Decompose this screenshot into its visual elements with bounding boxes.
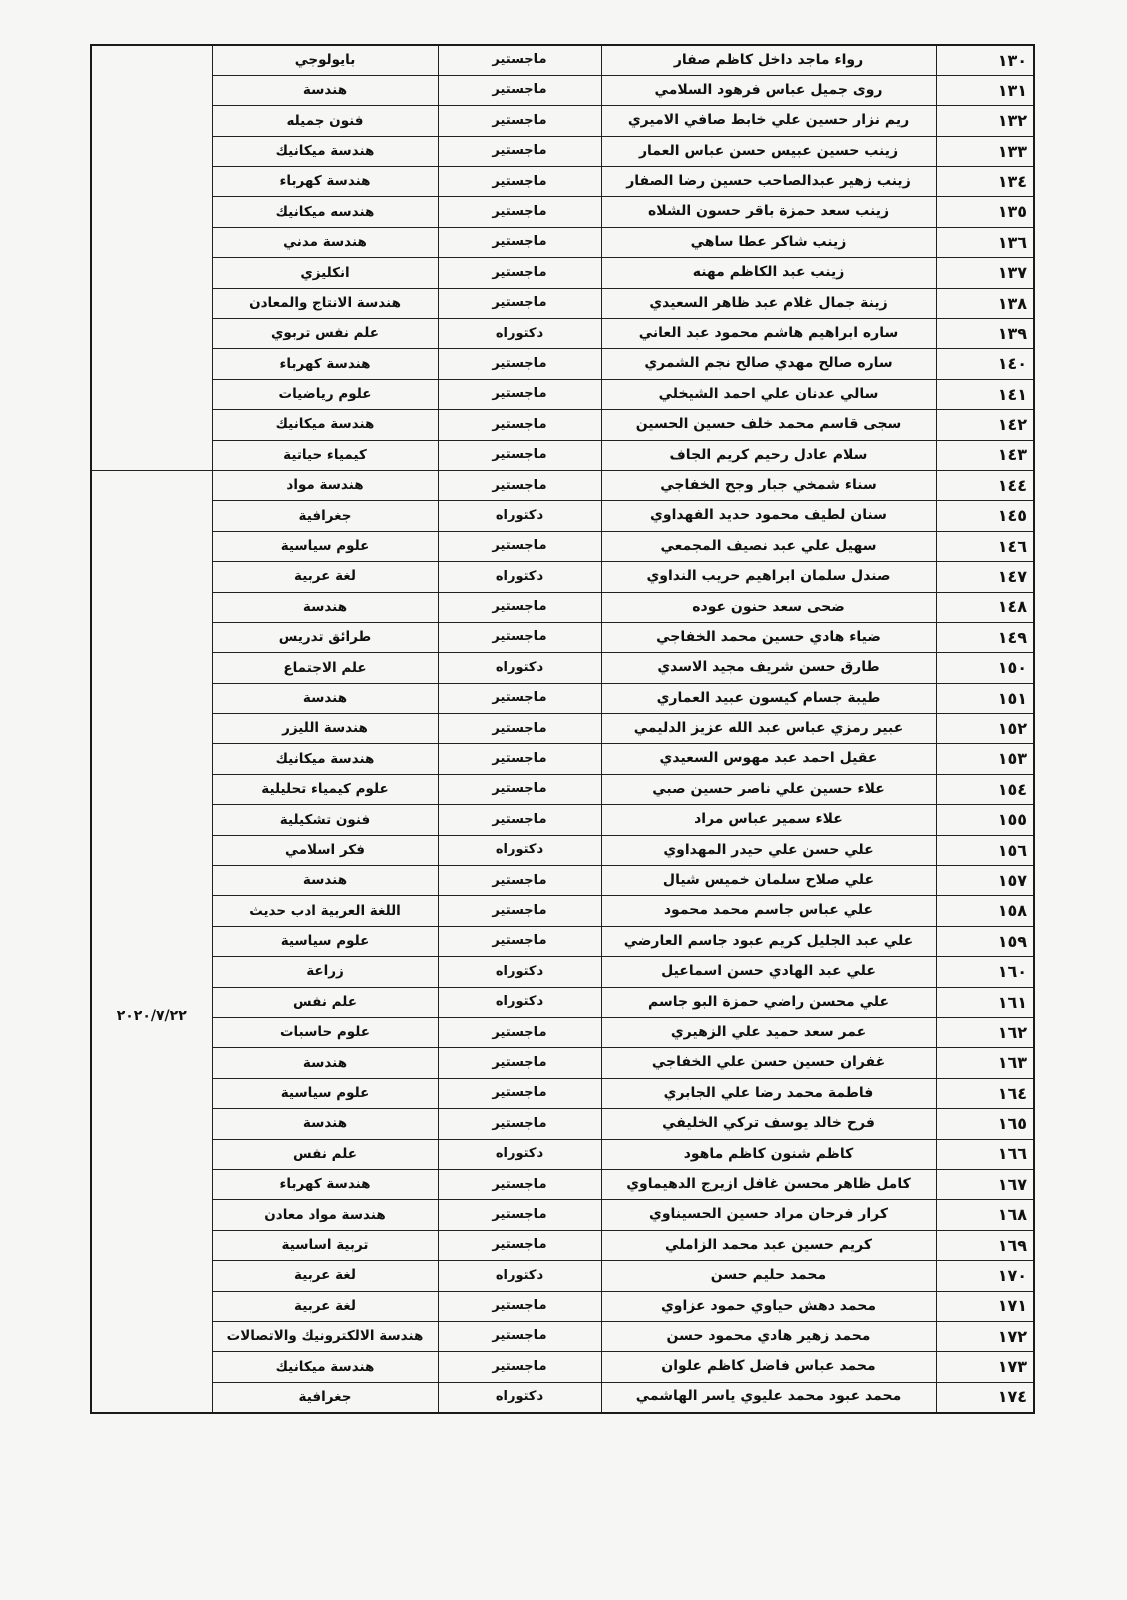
- row-name: ساره صالح مهدي صالح نجم الشمري: [601, 349, 936, 379]
- row-degree: ماجستير: [438, 1109, 601, 1139]
- row-number: ١٤٥: [936, 501, 1034, 531]
- row-major: هندسة: [212, 75, 438, 105]
- row-major: هندسة ميكانيك: [212, 410, 438, 440]
- row-degree: ماجستير: [438, 1291, 601, 1321]
- row-degree: ماجستير: [438, 774, 601, 804]
- row-major: كيمياء حياتية: [212, 440, 438, 470]
- date-cell: [91, 470, 212, 1412]
- table-row: [91, 75, 1034, 105]
- row-name: رواء ماجد داخل كاظم صفار: [601, 45, 936, 75]
- row-name: فرح خالد يوسف تركي الخليفي: [601, 1109, 936, 1139]
- row-number: ١٥١: [936, 683, 1034, 713]
- row-number: ١٣٦: [936, 227, 1034, 257]
- row-degree: ماجستير: [438, 45, 601, 75]
- table-row: [91, 1078, 1034, 1108]
- row-major: جغرافية: [212, 501, 438, 531]
- row-name: سالي عدنان علي احمد الشيخلي: [601, 379, 936, 409]
- row-number: ١٣٩: [936, 319, 1034, 349]
- row-name: عمر سعد حميد علي الزهيري: [601, 1018, 936, 1048]
- row-degree: ماجستير: [438, 1048, 601, 1078]
- table-row: [91, 501, 1034, 531]
- row-name: فاطمة محمد رضا علي الجابري: [601, 1078, 936, 1108]
- row-name: زينب شاكر عطا ساهي: [601, 227, 936, 257]
- row-major: هندسة الليزر: [212, 714, 438, 744]
- row-number: ١٥٦: [936, 835, 1034, 865]
- row-name: سهيل علي عبد نصيف المجمعي: [601, 531, 936, 561]
- row-name: علي صلاح سلمان خميس شيال: [601, 866, 936, 896]
- row-name: زينب زهير عبدالصاحب حسين رضا الصفار: [601, 167, 936, 197]
- row-number: ١٤٦: [936, 531, 1034, 561]
- row-major: هندسة كهرباء: [212, 167, 438, 197]
- row-major: هندسة ميكانيك: [212, 1352, 438, 1382]
- row-name: زينب سعد حمزة باقر حسون الشلاه: [601, 197, 936, 227]
- row-degree: دكتوراه: [438, 1382, 601, 1412]
- row-number: ١٧٢: [936, 1321, 1034, 1351]
- row-degree: ماجستير: [438, 866, 601, 896]
- row-number: ١٧٠: [936, 1261, 1034, 1291]
- row-number: ١٧٣: [936, 1352, 1034, 1382]
- row-name: علي حسن علي حيدر المهداوي: [601, 835, 936, 865]
- row-name: زينب عبد الكاظم مهنه: [601, 258, 936, 288]
- row-major: هندسة الانتاج والمعادن: [212, 288, 438, 318]
- row-major: فنون تشكيلية: [212, 805, 438, 835]
- row-number: ١٥٥: [936, 805, 1034, 835]
- row-major: علم نفس: [212, 1139, 438, 1169]
- row-number: ١٤٣: [936, 440, 1034, 470]
- row-major: هندسه ميكانيك: [212, 197, 438, 227]
- row-name: علي عبد الجليل كريم عبود جاسم العارضي: [601, 926, 936, 956]
- row-major: هندسة ميكانيك: [212, 136, 438, 166]
- table-row: [91, 379, 1034, 409]
- row-name: محمد عبود محمد عليوي ياسر الهاشمي: [601, 1382, 936, 1412]
- table-row: [91, 1321, 1034, 1351]
- row-number: ١٦٧: [936, 1169, 1034, 1199]
- table-row: [91, 1200, 1034, 1230]
- table-row: [91, 957, 1034, 987]
- row-major: جغرافية: [212, 1382, 438, 1412]
- row-name: سجى قاسم محمد خلف حسين الحسين: [601, 410, 936, 440]
- table-row: [91, 774, 1034, 804]
- table-row: [91, 470, 1034, 500]
- row-degree: دكتوراه: [438, 987, 601, 1017]
- row-major: علوم كيمياء تحليلية: [212, 774, 438, 804]
- row-name: ضحى سعد حنون عوده: [601, 592, 936, 622]
- row-name: علي عبد الهادي حسن اسماعيل: [601, 957, 936, 987]
- row-degree: ماجستير: [438, 1352, 601, 1382]
- row-number: ١٣٠: [936, 45, 1034, 75]
- row-degree: ماجستير: [438, 75, 601, 105]
- row-number: ١٥٩: [936, 926, 1034, 956]
- table-row: [91, 835, 1034, 865]
- row-major: علوم رياضيات: [212, 379, 438, 409]
- row-degree: ماجستير: [438, 258, 601, 288]
- row-number: ١٦٠: [936, 957, 1034, 987]
- row-major: علم نفس: [212, 987, 438, 1017]
- row-number: ١٦٩: [936, 1230, 1034, 1260]
- row-name: طيبة جسام كيسون عبيد العماري: [601, 683, 936, 713]
- row-degree: ماجستير: [438, 926, 601, 956]
- row-degree: دكتوراه: [438, 1139, 601, 1169]
- row-degree: ماجستير: [438, 896, 601, 926]
- row-major: علم الاجتماع: [212, 653, 438, 683]
- row-major: لغة عربية: [212, 1261, 438, 1291]
- row-degree: ماجستير: [438, 410, 601, 440]
- row-degree: ماجستير: [438, 1321, 601, 1351]
- row-number: ١٦٤: [936, 1078, 1034, 1108]
- row-name: زينب حسين عبيس حسن عباس العمار: [601, 136, 936, 166]
- row-major: هندسة الالكترونيك والاتصالات: [212, 1321, 438, 1351]
- row-name: ريم نزار حسين علي خابط صافي الاميري: [601, 106, 936, 136]
- row-number: ١٤٧: [936, 562, 1034, 592]
- row-degree: ماجستير: [438, 1230, 601, 1260]
- table-row: [91, 1169, 1034, 1199]
- row-major: علوم سياسية: [212, 926, 438, 956]
- row-name: غفران حسين حسن علي الخفاجي: [601, 1048, 936, 1078]
- row-number: ١٦٣: [936, 1048, 1034, 1078]
- row-name: روى جميل عباس فرهود السلامي: [601, 75, 936, 105]
- row-number: ١٦١: [936, 987, 1034, 1017]
- row-major: هندسة: [212, 592, 438, 622]
- date-cell: [91, 45, 212, 470]
- row-major: اللغة العربية ادب حديث: [212, 896, 438, 926]
- table-row: [91, 926, 1034, 956]
- row-degree: ماجستير: [438, 106, 601, 136]
- table-row: [91, 288, 1034, 318]
- row-name: سنان لطيف محمود حديد الفهداوي: [601, 501, 936, 531]
- row-number: ١٤٢: [936, 410, 1034, 440]
- table-row: [91, 1139, 1034, 1169]
- row-degree: ماجستير: [438, 1078, 601, 1108]
- row-number: ١٥٤: [936, 774, 1034, 804]
- table-row: [91, 622, 1034, 652]
- table-row: [91, 1109, 1034, 1139]
- row-degree: ماجستير: [438, 379, 601, 409]
- row-degree: ماجستير: [438, 440, 601, 470]
- row-degree: ماجستير: [438, 470, 601, 500]
- row-number: ١٧٤: [936, 1382, 1034, 1412]
- table-row: [91, 896, 1034, 926]
- row-degree: ماجستير: [438, 622, 601, 652]
- row-major: هندسة: [212, 866, 438, 896]
- row-number: ١٥٢: [936, 714, 1034, 744]
- row-degree: دكتوراه: [438, 835, 601, 865]
- table-row: [91, 592, 1034, 622]
- row-degree: ماجستير: [438, 805, 601, 835]
- table-row: [91, 1261, 1034, 1291]
- row-name: عقيل احمد عبد مهوس السعيدي: [601, 744, 936, 774]
- table-row: [91, 106, 1034, 136]
- row-degree: دكتوراه: [438, 562, 601, 592]
- row-number: ١٤٤: [936, 470, 1034, 500]
- row-name: زينة جمال غلام عبد ظاهر السعيدي: [601, 288, 936, 318]
- table-row: [91, 1048, 1034, 1078]
- table-row: [91, 1018, 1034, 1048]
- row-major: هندسة: [212, 1109, 438, 1139]
- row-major: تربية اساسية: [212, 1230, 438, 1260]
- row-major: لغة عربية: [212, 562, 438, 592]
- row-name: كرار فرحان مراد حسين الحسيناوي: [601, 1200, 936, 1230]
- row-degree: دكتوراه: [438, 653, 601, 683]
- document-page: [90, 44, 1033, 1414]
- row-number: ١٤١: [936, 379, 1034, 409]
- row-number: ١٤٨: [936, 592, 1034, 622]
- table-row: [91, 410, 1034, 440]
- row-name: محمد عباس فاضل كاظم علوان: [601, 1352, 936, 1382]
- row-degree: ماجستير: [438, 288, 601, 318]
- row-degree: دكتوراه: [438, 501, 601, 531]
- row-name: كريم حسين عبد محمد الزاملي: [601, 1230, 936, 1260]
- row-number: ١٥٣: [936, 744, 1034, 774]
- table-row: [91, 197, 1034, 227]
- row-major: هندسة كهرباء: [212, 349, 438, 379]
- row-name: محمد زهير هادي محمود حسن: [601, 1321, 936, 1351]
- row-number: ١٤٠: [936, 349, 1034, 379]
- row-major: فكر اسلامي: [212, 835, 438, 865]
- row-name: طارق حسن شريف مجيد الاسدي: [601, 653, 936, 683]
- row-degree: دكتوراه: [438, 957, 601, 987]
- table-row: [91, 45, 1034, 75]
- row-degree: ماجستير: [438, 1018, 601, 1048]
- table-row: [91, 319, 1034, 349]
- row-number: ١٧١: [936, 1291, 1034, 1321]
- row-major: زراعة: [212, 957, 438, 987]
- row-degree: ماجستير: [438, 714, 601, 744]
- row-name: صندل سلمان ابراهيم حريب النداوي: [601, 562, 936, 592]
- table-row: [91, 531, 1034, 561]
- row-major: علوم سياسية: [212, 1078, 438, 1108]
- row-name: علاء سمير عباس مراد: [601, 805, 936, 835]
- row-number: ١٣٢: [936, 106, 1034, 136]
- table-row: [91, 1382, 1034, 1412]
- row-major: هندسة مدني: [212, 227, 438, 257]
- row-degree: ماجستير: [438, 531, 601, 561]
- row-degree: ماجستير: [438, 1169, 601, 1199]
- row-name: محمد حليم حسن: [601, 1261, 936, 1291]
- row-name: محمد دهش حياوي حمود عزاوي: [601, 1291, 936, 1321]
- row-major: هندسة كهرباء: [212, 1169, 438, 1199]
- row-name: ضياء هادي حسين محمد الخفاجي: [601, 622, 936, 652]
- row-number: ١٦٢: [936, 1018, 1034, 1048]
- row-degree: دكتوراه: [438, 319, 601, 349]
- row-degree: دكتوراه: [438, 1261, 601, 1291]
- row-number: ١٦٦: [936, 1139, 1034, 1169]
- candidates-table: [90, 44, 1035, 1414]
- row-number: ١٥٠: [936, 653, 1034, 683]
- table-row: [91, 714, 1034, 744]
- row-number: ١٦٨: [936, 1200, 1034, 1230]
- row-name: علي محسن راضي حمزة البو جاسم: [601, 987, 936, 1017]
- row-major: هندسة: [212, 1048, 438, 1078]
- row-number: ١٣٥: [936, 197, 1034, 227]
- row-degree: ماجستير: [438, 349, 601, 379]
- date-text: ٢٠٢٠/٧/٢٢: [116, 1007, 187, 1024]
- row-major: علم نفس تربوي: [212, 319, 438, 349]
- row-number: ١٣٨: [936, 288, 1034, 318]
- table-row: [91, 805, 1034, 835]
- row-number: ١٣٧: [936, 258, 1034, 288]
- table-row: [91, 1291, 1034, 1321]
- row-number: ١٥٨: [936, 896, 1034, 926]
- row-name: علاء حسين علي ناصر حسين صبي: [601, 774, 936, 804]
- row-major: علوم سياسية: [212, 531, 438, 561]
- row-name: كامل ظاهر محسن غافل ازيرج الدهيماوي: [601, 1169, 936, 1199]
- row-name: علي عباس جاسم محمد محمود: [601, 896, 936, 926]
- table-row: [91, 866, 1034, 896]
- table-row: [91, 227, 1034, 257]
- row-degree: ماجستير: [438, 136, 601, 166]
- row-degree: ماجستير: [438, 227, 601, 257]
- row-major: هندسة مواد معادن: [212, 1200, 438, 1230]
- row-number: ١٤٩: [936, 622, 1034, 652]
- row-number: ١٣١: [936, 75, 1034, 105]
- row-number: ١٣٤: [936, 167, 1034, 197]
- table-row: [91, 167, 1034, 197]
- row-degree: ماجستير: [438, 744, 601, 774]
- row-number: ١٥٧: [936, 866, 1034, 896]
- table-row: [91, 1352, 1034, 1382]
- row-degree: ماجستير: [438, 683, 601, 713]
- row-name: ساره ابراهيم هاشم محمود عبد العاني: [601, 319, 936, 349]
- table-body: [91, 45, 1034, 1413]
- row-major: طرائق تدريس: [212, 622, 438, 652]
- row-major: فنون جميله: [212, 106, 438, 136]
- row-number: ١٣٣: [936, 136, 1034, 166]
- table-row: [91, 349, 1034, 379]
- row-number: ١٦٥: [936, 1109, 1034, 1139]
- table-row: [91, 1230, 1034, 1260]
- row-major: لغة عربية: [212, 1291, 438, 1321]
- row-name: كاظم شنون كاظم ماهود: [601, 1139, 936, 1169]
- table-row: [91, 136, 1034, 166]
- table-row: [91, 683, 1034, 713]
- table-row: [91, 440, 1034, 470]
- row-name: سناء شمخي جبار وجح الخفاجي: [601, 470, 936, 500]
- row-name: سلام عادل رحيم كريم الجاف: [601, 440, 936, 470]
- row-name: عبير رمزي عباس عبد الله عزيز الدليمي: [601, 714, 936, 744]
- row-degree: ماجستير: [438, 197, 601, 227]
- table-row: [91, 258, 1034, 288]
- row-degree: ماجستير: [438, 167, 601, 197]
- row-major: علوم حاسبات: [212, 1018, 438, 1048]
- table-row: [91, 653, 1034, 683]
- table-row: [91, 562, 1034, 592]
- row-major: هندسة مواد: [212, 470, 438, 500]
- row-degree: ماجستير: [438, 1200, 601, 1230]
- row-major: هندسة ميكانيك: [212, 744, 438, 774]
- row-major: هندسة: [212, 683, 438, 713]
- row-major: انكليزي: [212, 258, 438, 288]
- row-major: بايولوجي: [212, 45, 438, 75]
- row-degree: ماجستير: [438, 592, 601, 622]
- table-row: [91, 744, 1034, 774]
- table-row: [91, 987, 1034, 1017]
